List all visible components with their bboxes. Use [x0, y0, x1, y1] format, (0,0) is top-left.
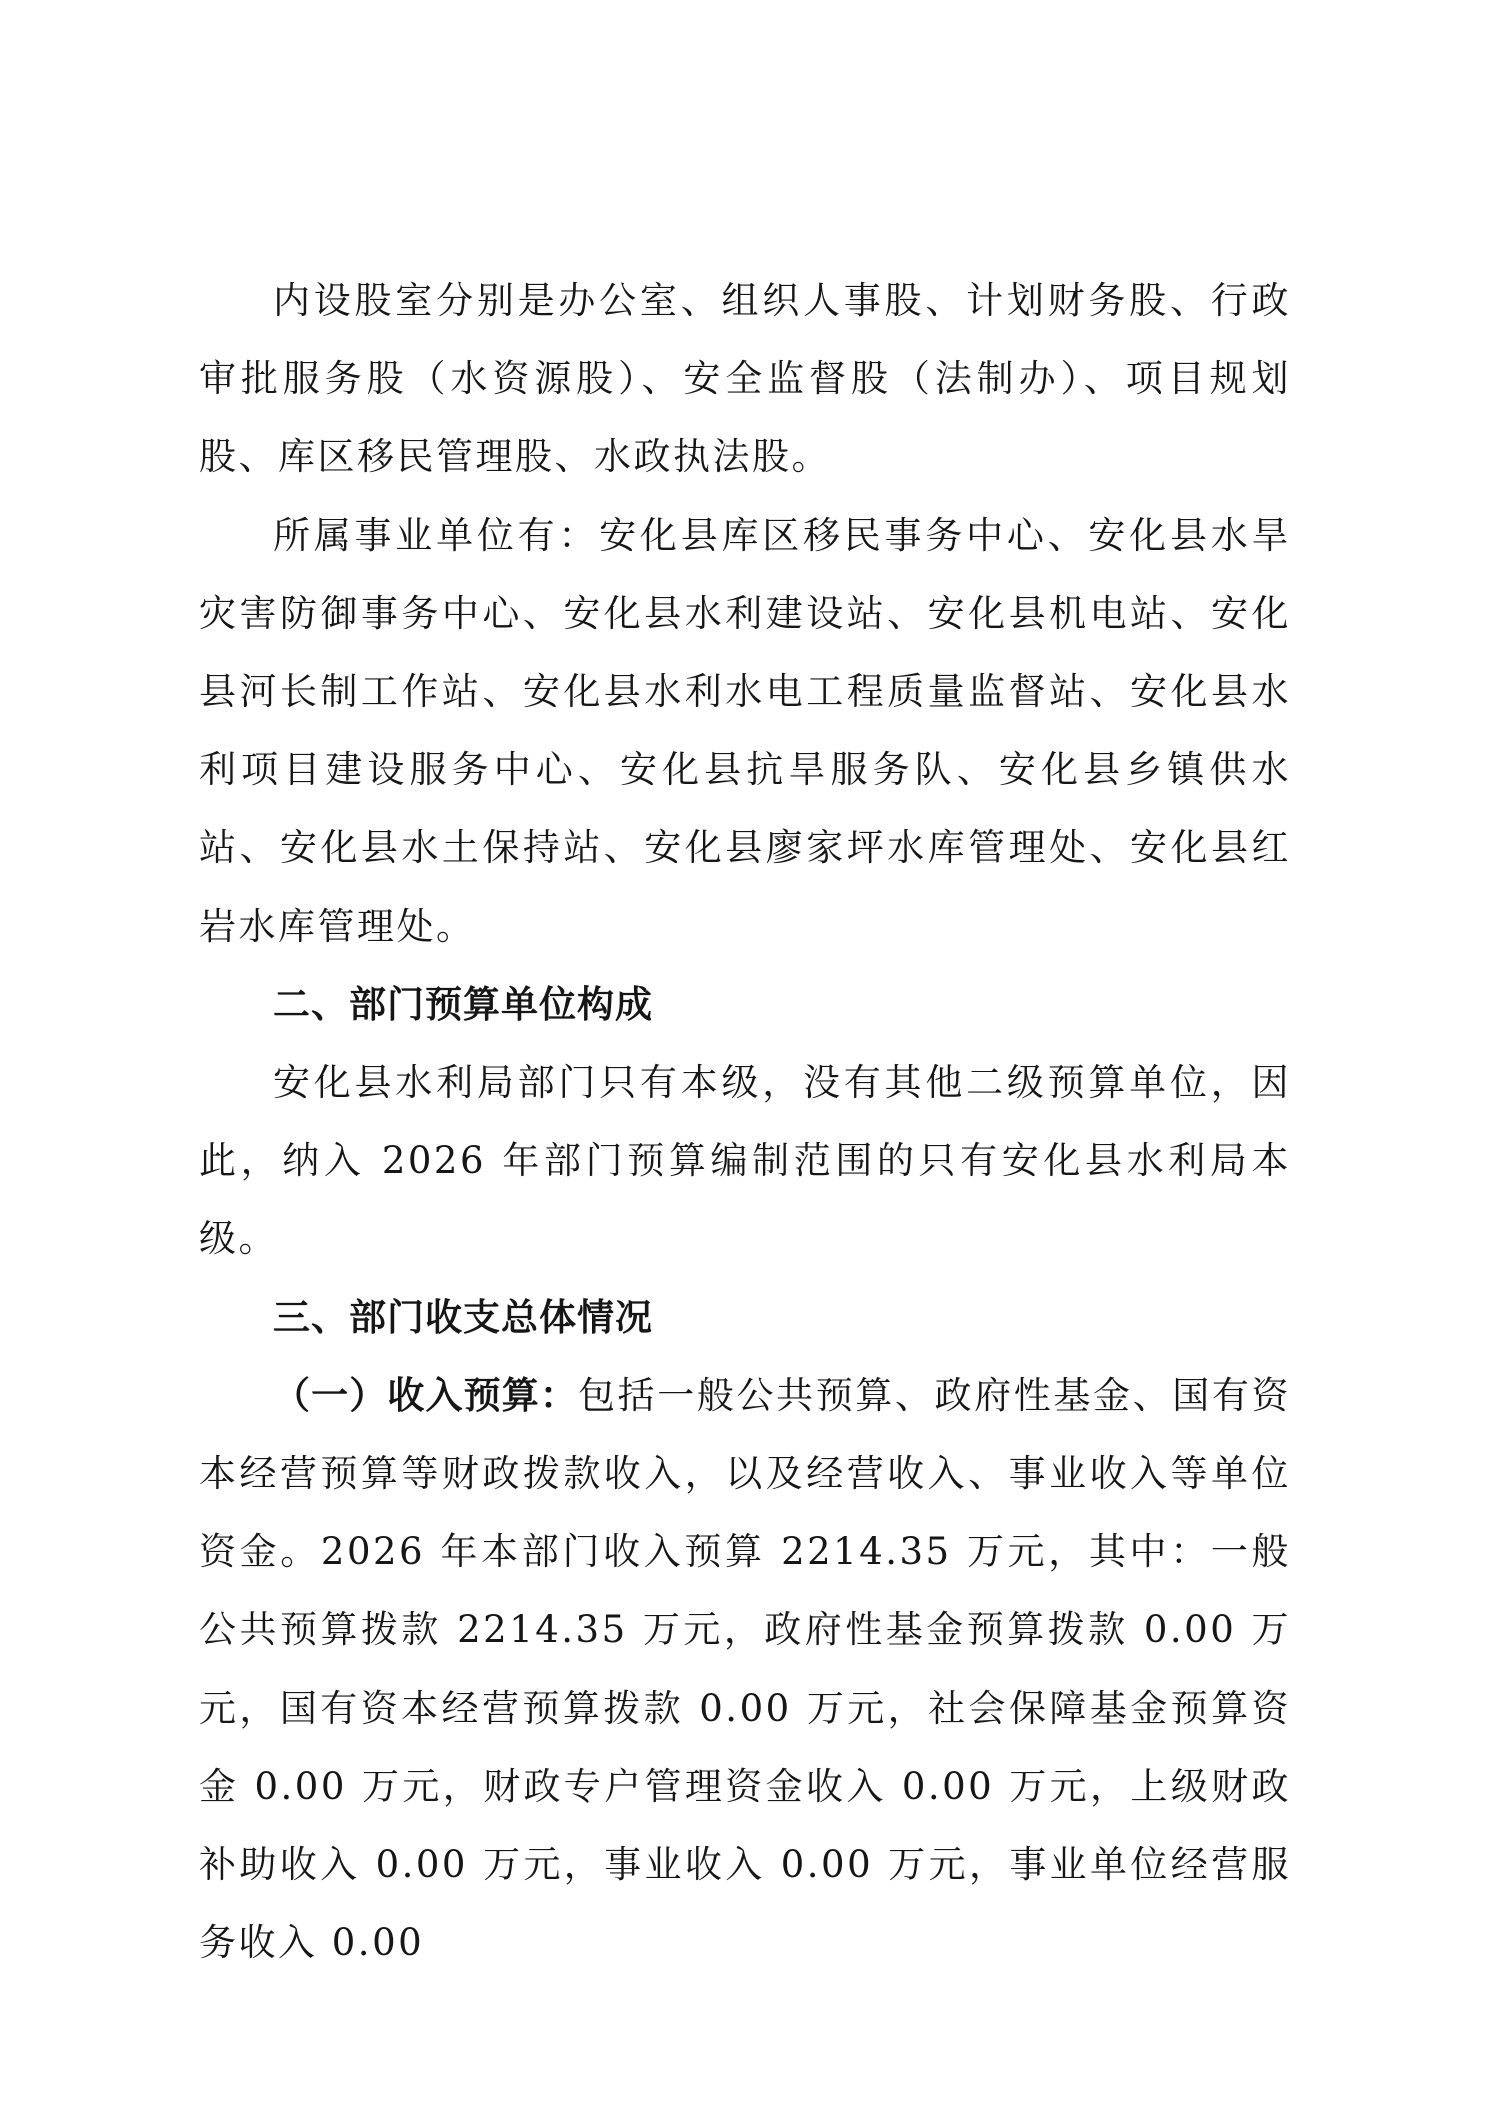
- paragraph-internal-departments: 内设股室分别是办公室、组织人事股、计划财务股、行政审批服务股（水资源股）、安全监督股（法制办）、项目规划股、库区移民管理股、水政执法股。: [199, 279, 1291, 479]
- section-heading-income-expenditure: 三、部门收支总体情况: [273, 1295, 653, 1339]
- document-body: [199, 262, 1291, 1982]
- paragraph-income-budget: [199, 1357, 1291, 1983]
- paragraph-affiliated-units: 所属事业单位有：安化县库区移民事务中心、安化县水旱灾害防御事务中心、安化县水利建设站、安化县机电站、安化县河长制工作站、安化县水利水电工程质量监督站、安化县水利项目建设服务中心、安化县抗旱服务队、安化县乡镇供水站、安化县水土保持站、安化县廖家坪水库管理处、安化县红岩水库管理处。: [199, 513, 1291, 948]
- paragraph-budget-units: 安化县水利局部门只有本级，没有其他二级预算单位，因此，纳入 2026 年部门预算编制范围的只有安化县水利局本级。: [199, 1061, 1291, 1261]
- income-budget-label: （一）收入预算：: [273, 1373, 578, 1417]
- section-heading-budget-units: 二、部门预算单位构成: [273, 982, 653, 1026]
- income-budget-text: 包括一般公共预算、政府性基金、国有资本经营预算等财政拨款收入，以及经营收入、事业收入等单位资金。2026 年本部门收入预算 2214.35 万元，其中：一般公共预算拨款 2214.35 万元，政府性基金预算拨款 0.00 万元，国有资本经营预算拨款 0.00 万元，社会保障基金预算资金 0.00 万元，财政专户管理资金收入 0.00 万元，上级财政补助收入 0.00 万元，事业收入 0.00 万元，事业单位经营服务收入 0.00: [199, 1373, 1292, 1965]
